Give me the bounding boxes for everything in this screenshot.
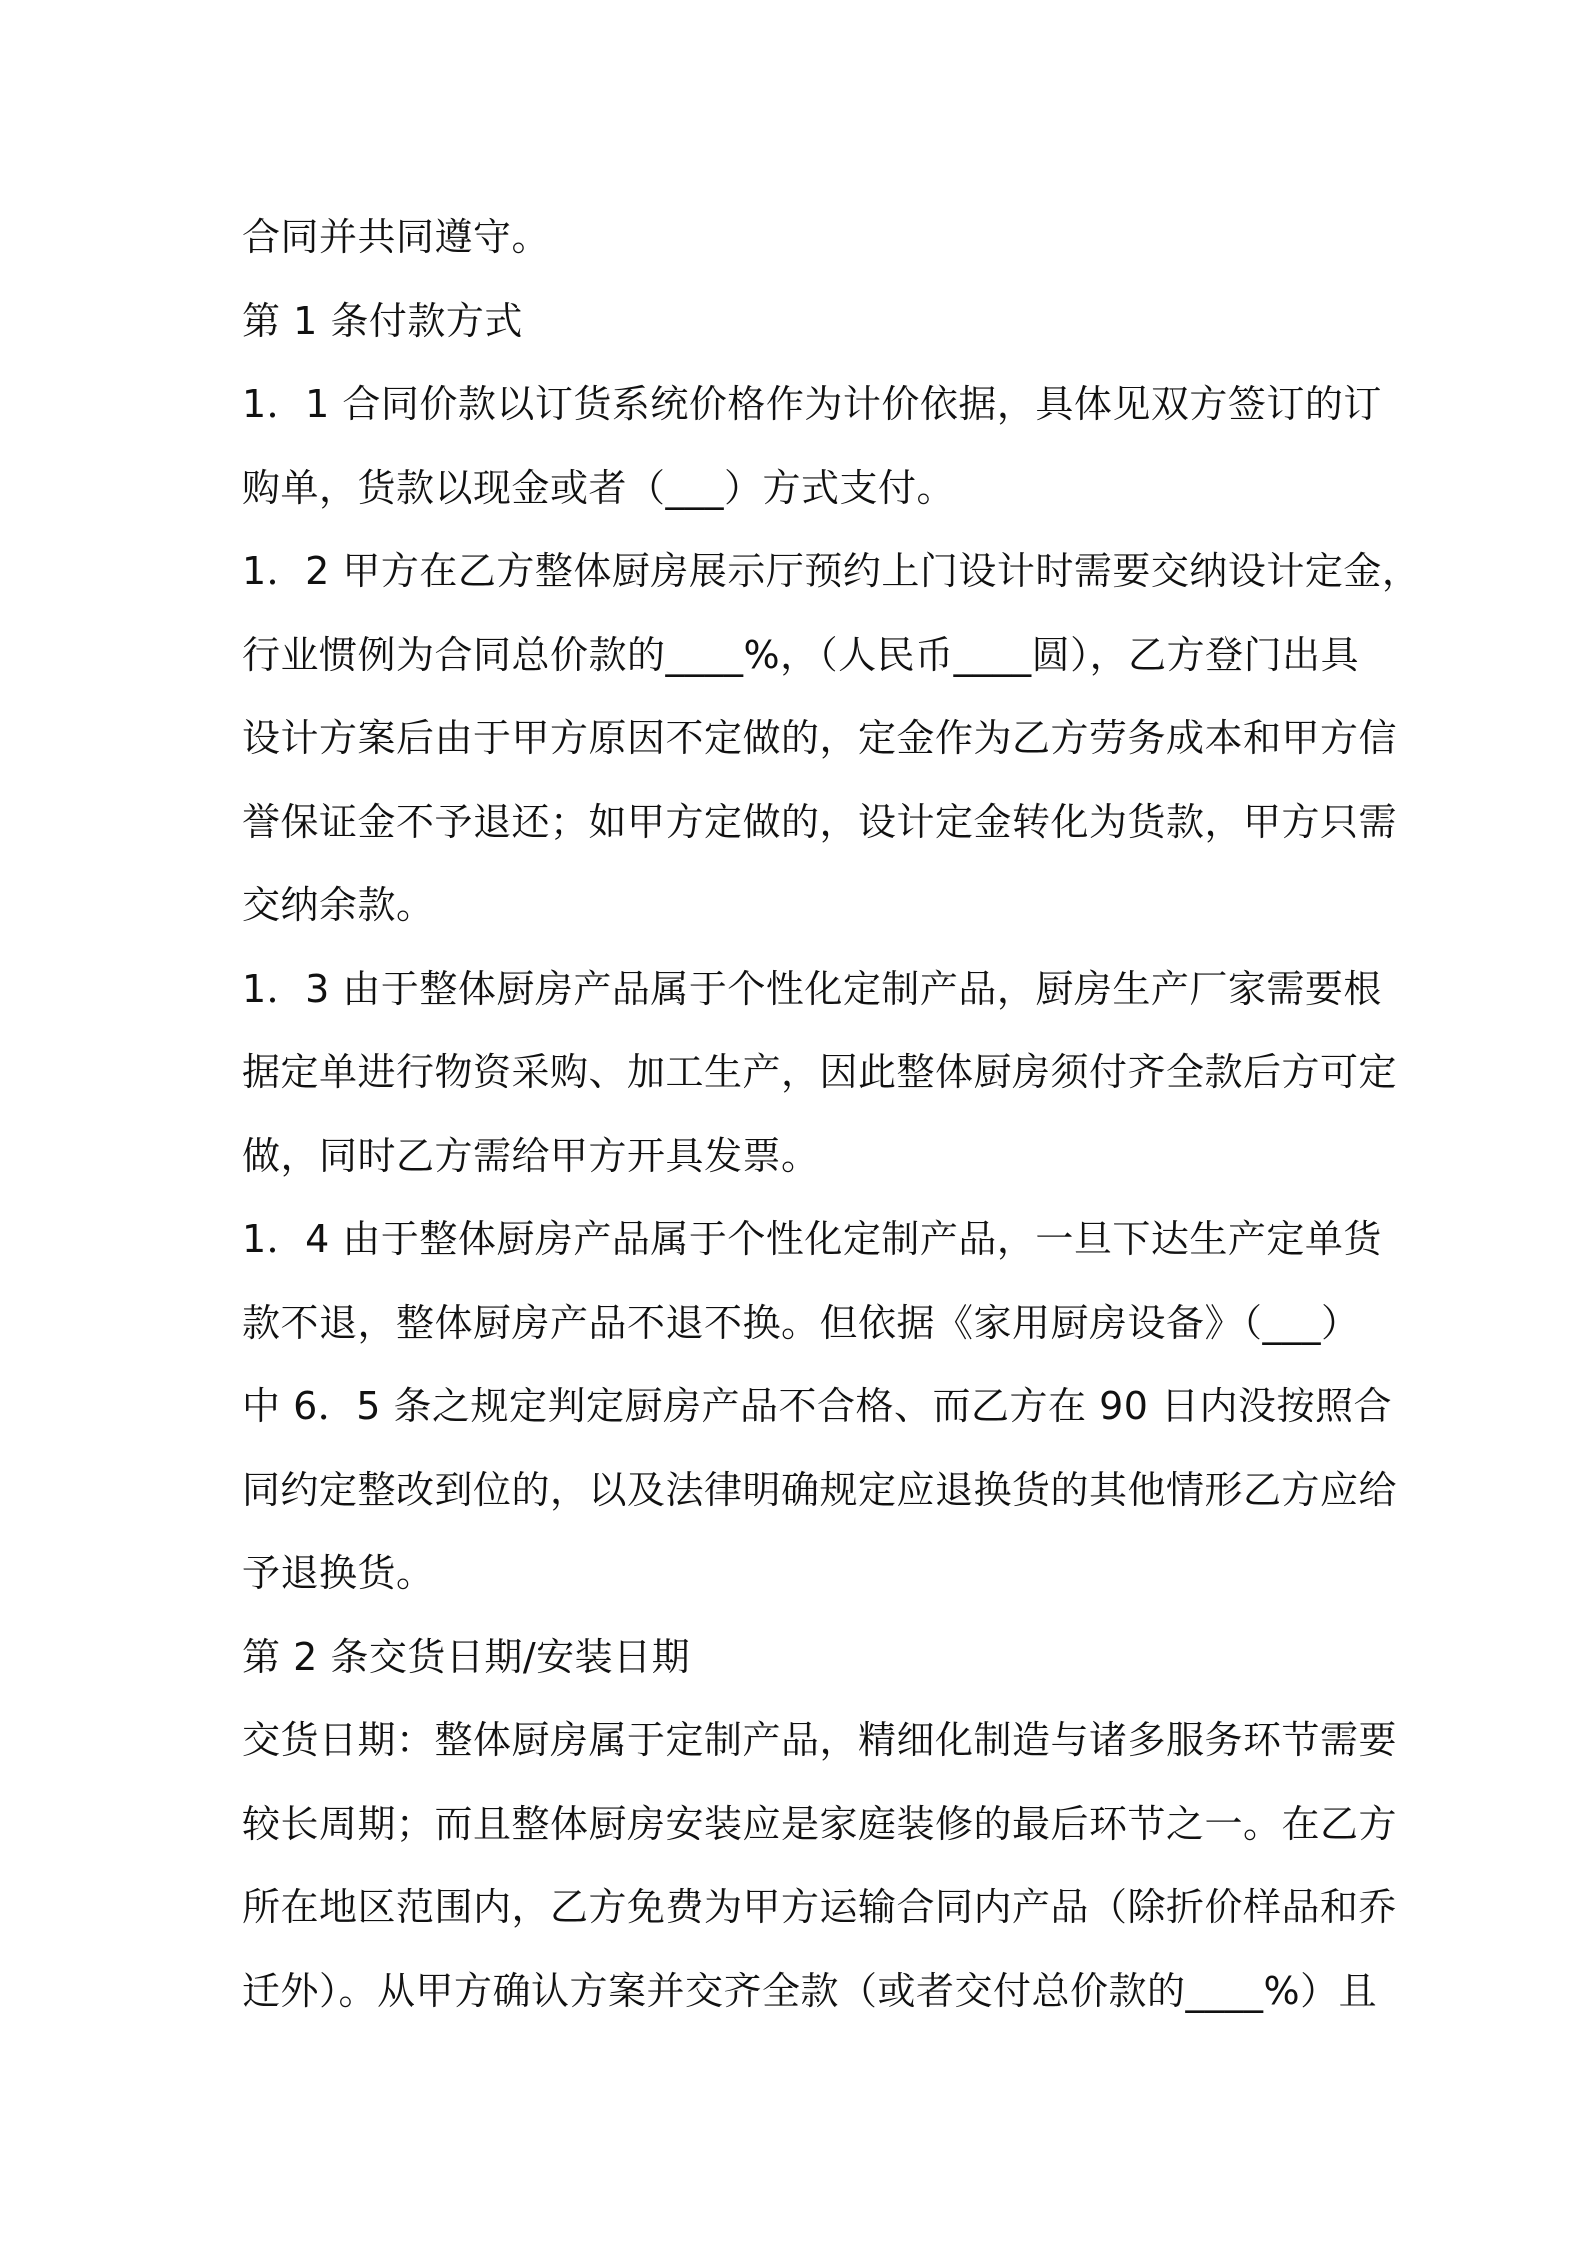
text-line: 迁外）。从甲方确认方案并交齐全款（或者交付总价款的____%）且 <box>242 1968 1378 2013</box>
text-line: 予退换货。 <box>242 1551 435 1595</box>
text-line: 交纳余款。 <box>242 883 435 927</box>
text-line: 誉保证金不予退还；如甲方定做的，设计定金转化为货款，甲方只需 <box>242 799 1398 844</box>
text-line: 1．3 由于整体厨房产品属于个性化定制产品，厨房生产厂家需要根 <box>242 966 1382 1011</box>
text-line: 中 6．5 条之规定判定厨房产品不合格、而乙方在 90 日内没按照合 <box>242 1384 1393 1428</box>
text-line: 1．2 甲方在乙方整体厨房展示厅预约上门设计时需要交纳设计定金， <box>242 549 1421 593</box>
text-line: 1．4 由于整体厨房产品属于个性化定制产品，一旦下达生产定单货 <box>242 1217 1382 1261</box>
text-line: 做，同时乙方需给甲方开具发票。 <box>242 1133 820 1178</box>
text-line: 购单，货款以现金或者（___）方式支付。 <box>242 465 956 510</box>
text-line: 行业惯例为合同总价款的____%，（人民币____圆），乙方登门出具 <box>242 632 1360 677</box>
text-line: 所在地区范围内，乙方免费为甲方运输合同内产品（除折价样品和乔 <box>242 1885 1398 1929</box>
text-line: 设计方案后由于甲方原因不定做的，定金作为乙方劳务成本和甲方信 <box>242 716 1398 760</box>
text-line: 同约定整改到位的，以及法律明确规定应退换货的其他情形乙方应给 <box>242 1467 1398 1512</box>
text-line: 1．1 合同价款以订货系统价格作为计价依据，具体见双方签订的订 <box>242 382 1382 426</box>
section-heading: 第 2 条交货日期/安装日期 <box>242 1634 691 1679</box>
document-body <box>242 196 1421 2033</box>
text-line: 据定单进行物资采购、加工生产，因此整体厨房须付齐全款后方可定 <box>242 1050 1398 1094</box>
text-line: 交货日期：整体厨房属于定制产品，精细化制造与诸多服务环节需要 <box>242 1718 1398 1762</box>
text-line: 合同并共同遵守。 <box>242 215 551 259</box>
text-line: 较长周期；而且整体厨房安装应是家庭装修的最后环节之一。在乙方 <box>242 1801 1398 1846</box>
text-line: 款不退，整体厨房产品不退不换。但依据《家用厨房设备》（___） <box>242 1300 1360 1345</box>
section-heading: 第 1 条付款方式 <box>242 298 523 343</box>
